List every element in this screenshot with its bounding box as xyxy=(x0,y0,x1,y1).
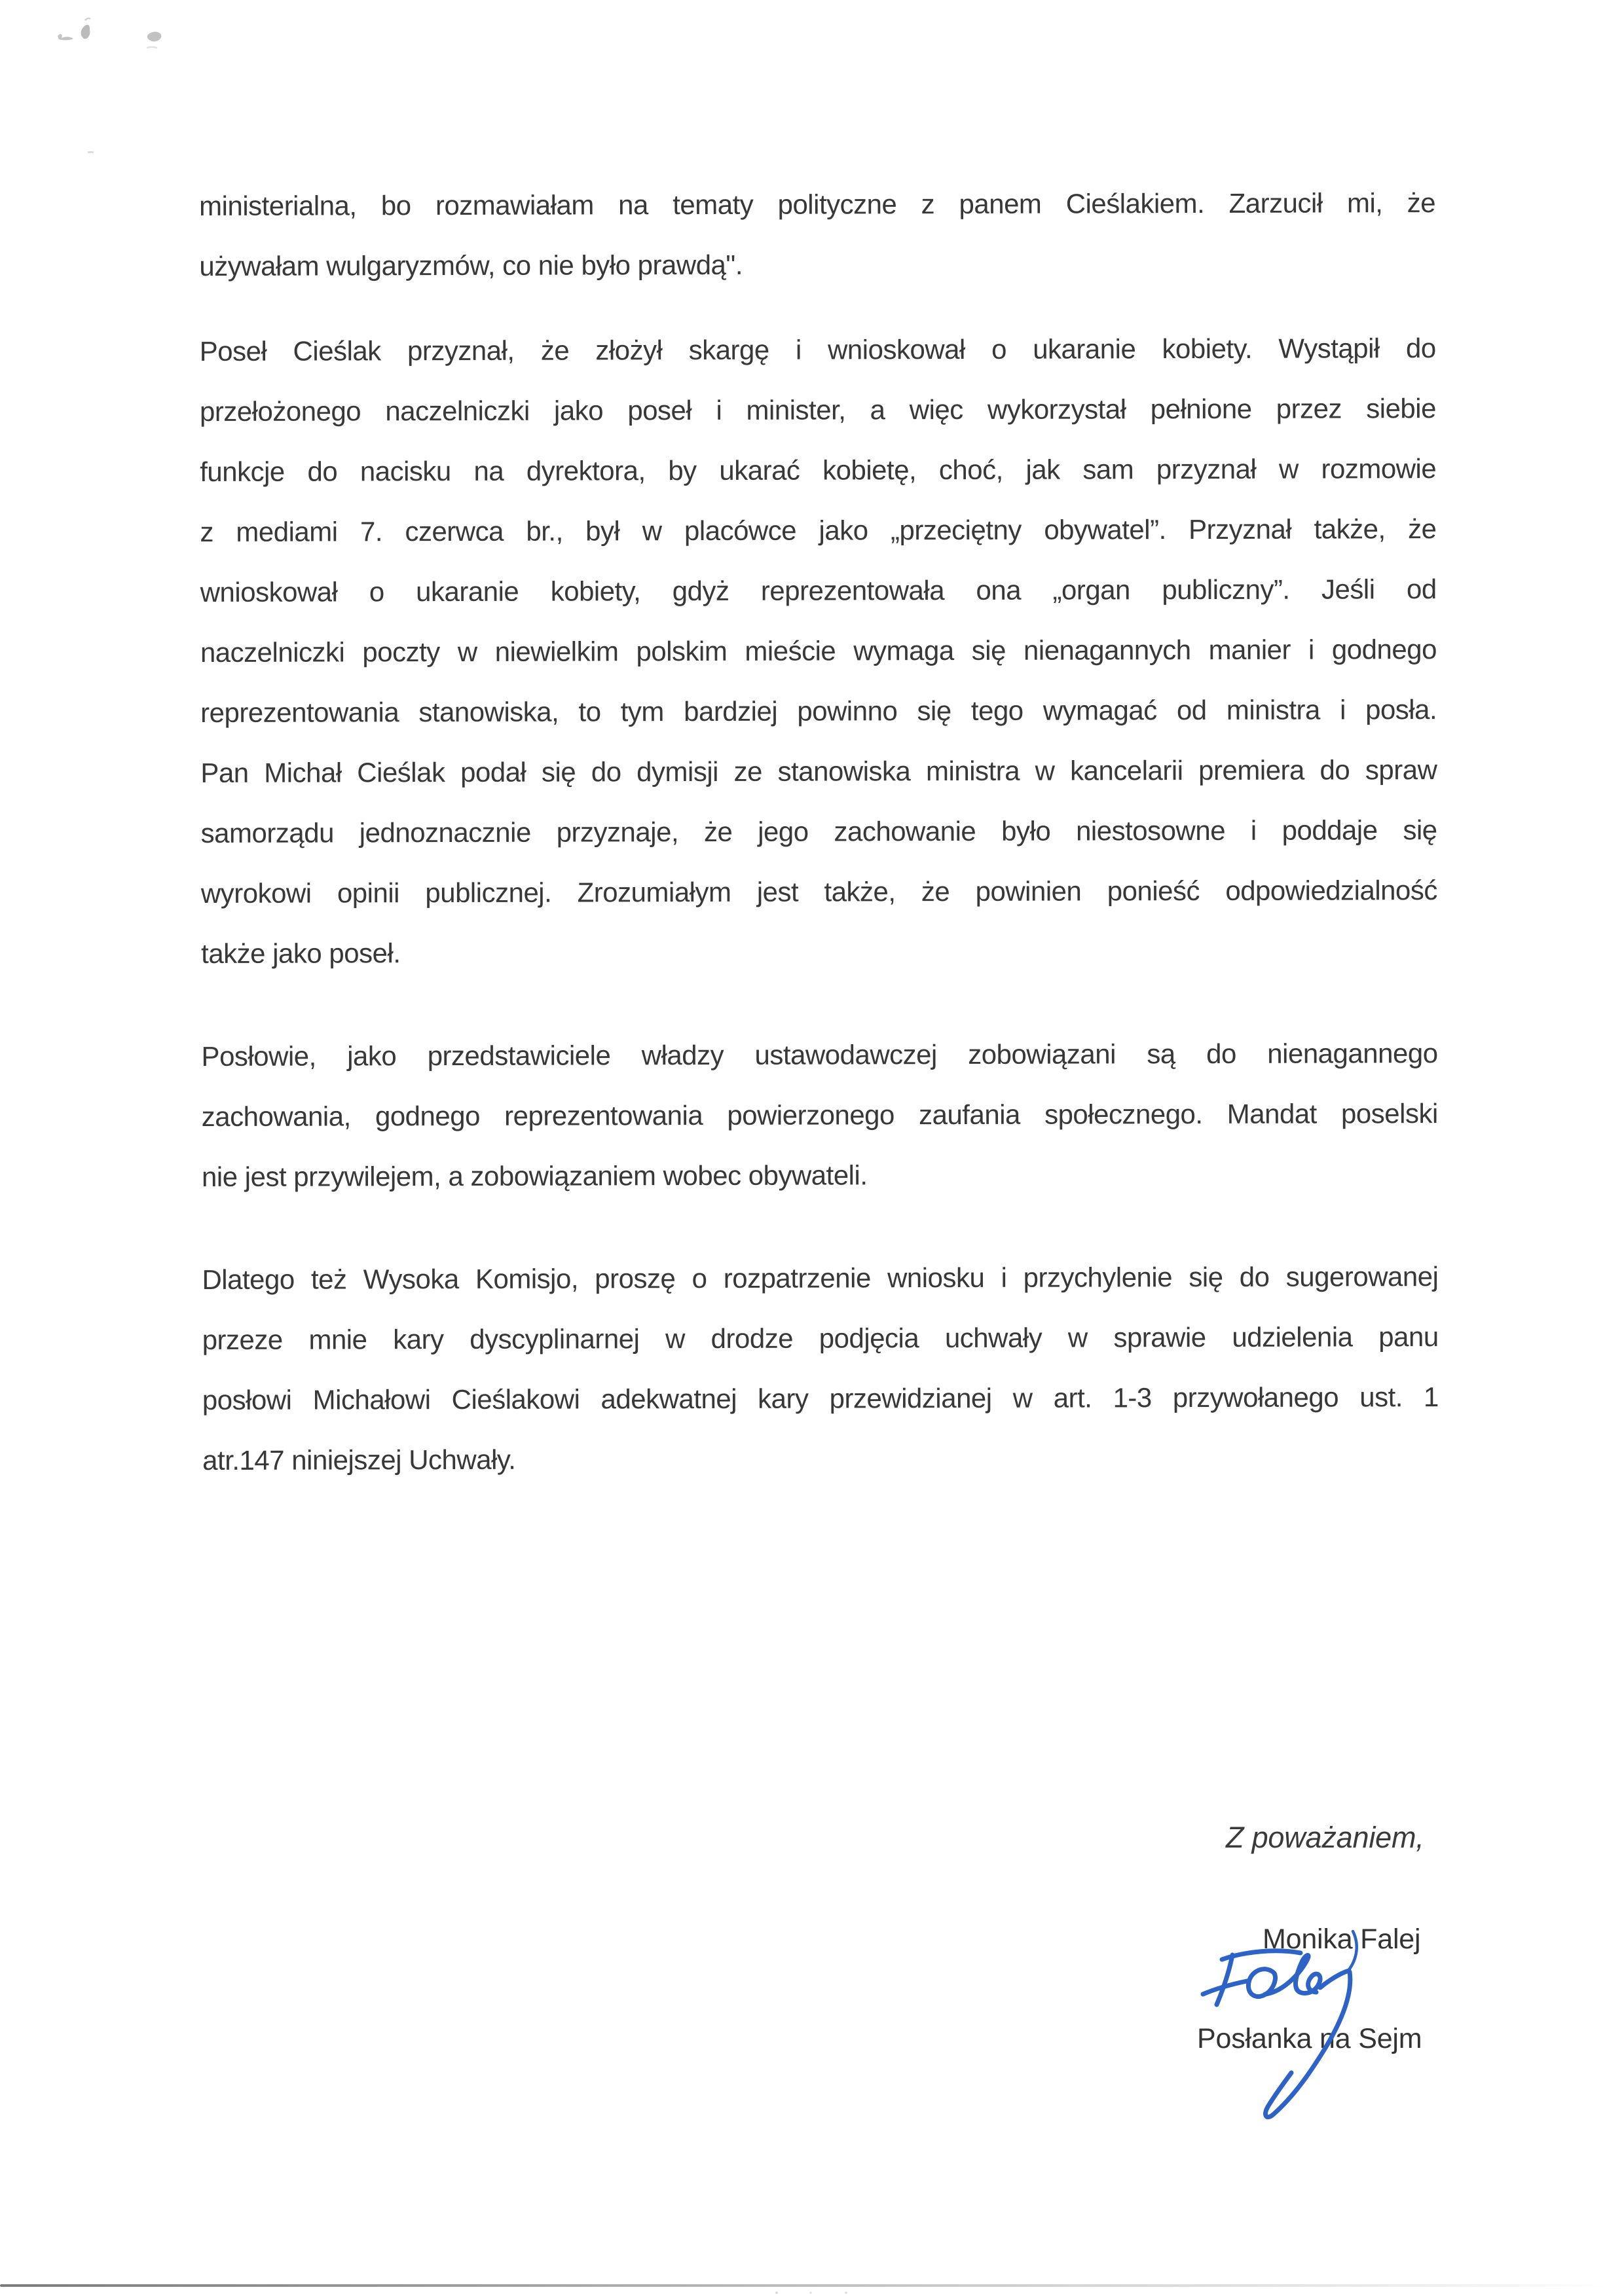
smudge-mark xyxy=(81,25,90,39)
smudge-mark xyxy=(147,47,157,48)
paragraph xyxy=(200,318,1438,984)
text-line: Posłowie, jako przedstawiciele władzy ustawodawczej zobowiązani są do nienagannego xyxy=(201,1038,1438,1072)
speck xyxy=(775,2291,778,2294)
text-line: używałam wulgaryzmów, co nie było prawdą". xyxy=(199,249,743,282)
smudge-mark xyxy=(58,34,73,40)
scan-specks xyxy=(773,2291,851,2295)
signer-name: Monika Falej xyxy=(1263,1923,1421,1955)
text-line: wyrokowi opinii publicznej. Zrozumiałym jest także, że powinien ponieść odpowiedzialność xyxy=(200,875,1437,909)
signature-stroke xyxy=(1217,1955,1232,2005)
signature-stroke xyxy=(1320,1971,1349,1988)
speck xyxy=(809,2291,811,2293)
text-line: funkcje do nacisku na dyrektora, by ukarać kobietę, choć, jak sam przyznał w rozmowie xyxy=(200,453,1437,487)
text-line: zachowania, godnego reprezentowania powierzonego zaufania społecznego. Mandat poselski xyxy=(201,1098,1438,1132)
paragraph xyxy=(201,1023,1438,1207)
text-line: wnioskował o ukaranie kobiety, gdyż reprezentowała ona „organ publiczny”. Jeśli od xyxy=(200,574,1437,608)
text-line: atr.147 niniejszej Uchwały. xyxy=(202,1444,516,1476)
valediction: Z poważaniem, xyxy=(1226,1821,1424,1854)
text-line: samorządu jednoznacznie przyznaje, że jego zachowanie było niestosowne i poddaje się xyxy=(200,814,1437,848)
text-line: z mediami 7. czerwca br., był w placówce jako „przeciętny obywatel”. Przyznał także, że xyxy=(200,513,1437,547)
smudge-mark xyxy=(88,152,94,153)
text-line: posłowi Michałowi Cieślakowi adekwatnej kary przewidzianej w art. 1-3 przywołanego ust. 1 xyxy=(202,1381,1439,1415)
scan-smudge-marks xyxy=(39,16,210,167)
text-line: przełożonego naczelniczki jako poseł i minister, a więc wykorzystał pełnione przez siebie xyxy=(199,393,1436,427)
text-line: reprezentowania stanowiska, to tym bardziej powinno się tego wymagać od ministra i posła. xyxy=(200,694,1437,728)
text-line: Pan Michał Cieślak podał się do dymisji ze stanowiska ministra w kancelarii premiera do spraw xyxy=(200,754,1437,788)
text-line: także jako poseł. xyxy=(201,938,401,969)
smudge-mark xyxy=(147,32,161,42)
paragraph xyxy=(199,173,1435,297)
signer-title: Posłanka na Sejm xyxy=(1197,2023,1422,2054)
scan-edge-artifact xyxy=(0,2284,1611,2287)
text-line: ministerialna, bo rozmawiałam na tematy polityczne z panem Cieślakiem. Zarzucił mi, że xyxy=(199,187,1436,221)
signature-stroke xyxy=(1302,1974,1320,1993)
text-line: nie jest przywilejem, a zobowiązaniem wobec obywateli. xyxy=(201,1159,868,1192)
smudge-mark xyxy=(85,18,90,20)
text-line: Poseł Cieślak przyznał, że złożył skargę i wnioskował o ukaranie kobiety. Wystąpił do xyxy=(199,333,1436,367)
letter-body xyxy=(199,173,1439,1491)
paragraph xyxy=(202,1247,1439,1491)
text-line: naczelniczki poczty w niewielkim polskim mieście wymaga się nienagannych manier i godnego xyxy=(200,634,1437,668)
text-line: przeze mnie kary dyscyplinarnej w drodze podjęcia uchwały w sprawie udzielenia panu xyxy=(202,1321,1439,1355)
speck xyxy=(845,2291,847,2294)
signature-scribble xyxy=(1198,1939,1362,2136)
text-line: Dlatego też Wysoka Komisjo, proszę o rozpatrzenie wniosku i przychylenie się do sugerowanej xyxy=(202,1261,1439,1295)
